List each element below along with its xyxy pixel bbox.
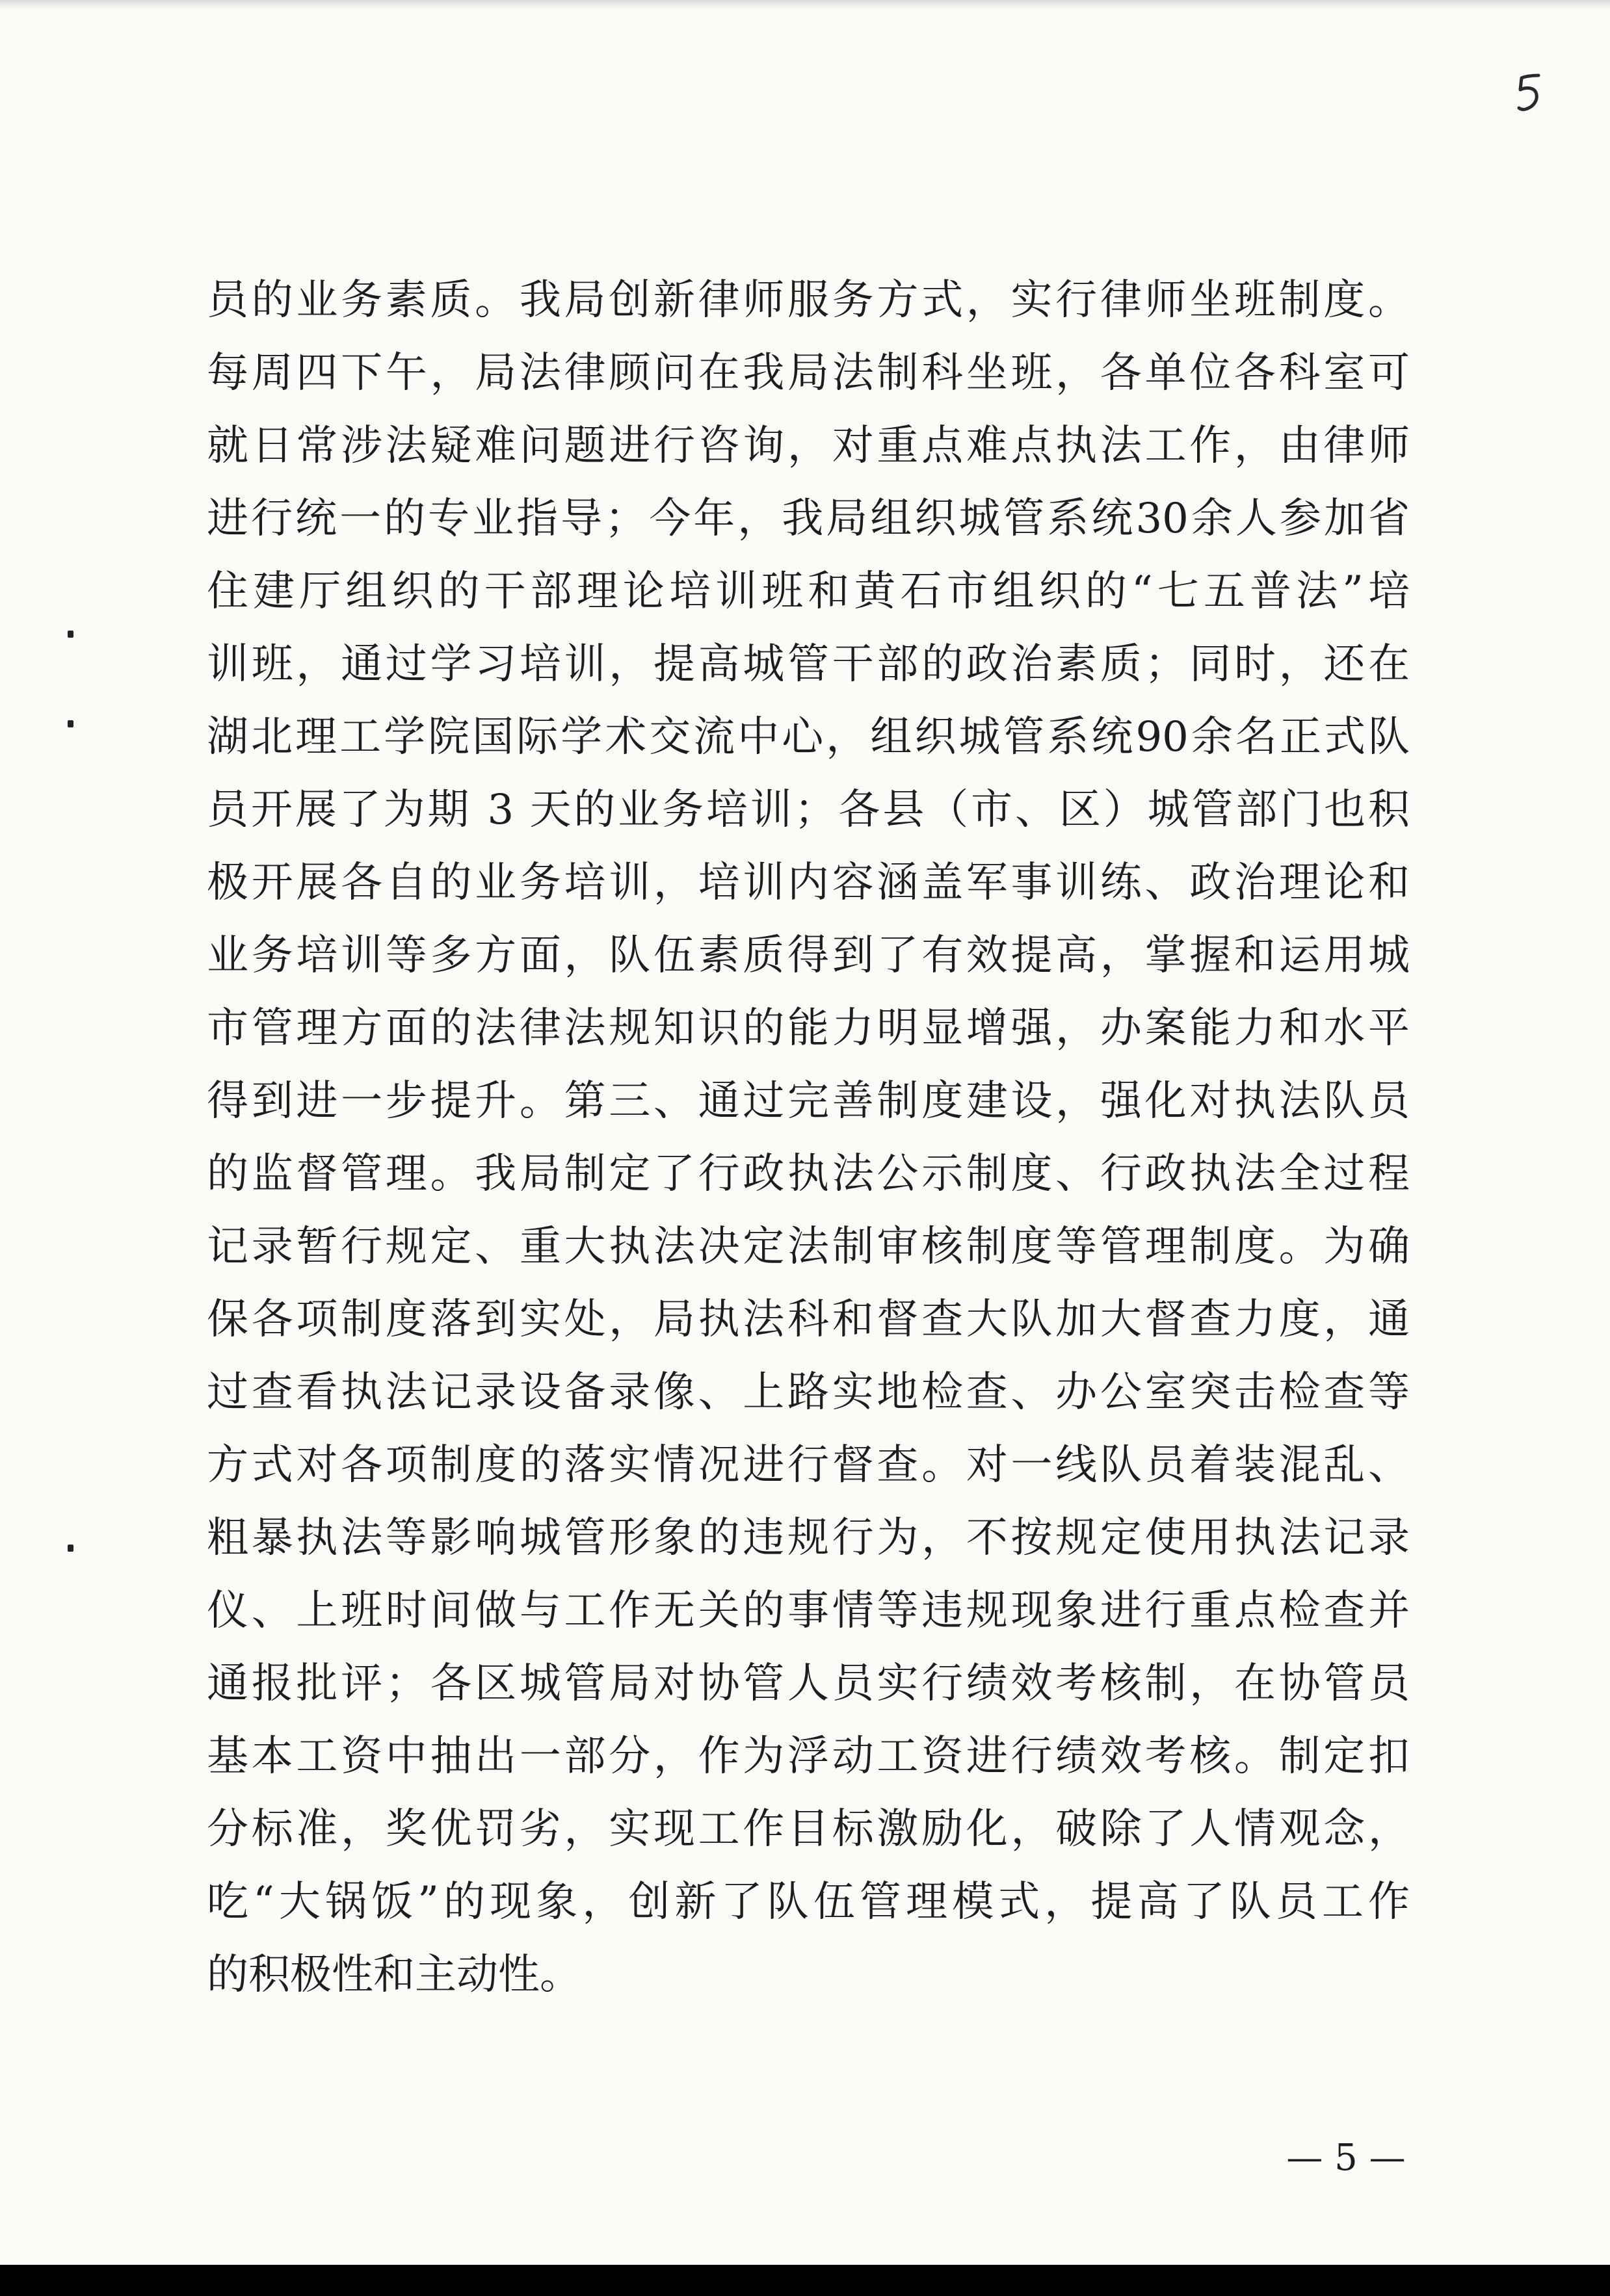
text-line: 训班，通过学习培训，提高城管干部的政治素质；同时，还在	[207, 640, 1410, 688]
scan-top-edge	[0, 0, 1610, 9]
text-line: 吃“大锅饭”的现象，创新了队伍管理模式，提高了队员工作	[207, 1878, 1410, 1926]
margin-dot	[68, 631, 73, 638]
text-line: 保各项制度落到实处，局执法科和督查大队加大督查力度，通	[207, 1296, 1410, 1344]
text-line: 员开展了为期 3 天的业务培训；各县（市、区）城管部门也积	[207, 786, 1410, 834]
handwritten-page-mark	[1516, 72, 1542, 113]
text-line: 通报批评；各区城管局对协管人员实行绩效考核制，在协管员	[207, 1660, 1410, 1708]
text-line: 得到进一步提升。第三、通过完善制度建设，强化对执法队员	[207, 1077, 1410, 1125]
text-line: 基本工资中抽出一部分，作为浮动工资进行绩效考核。制定扣	[207, 1732, 1410, 1781]
margin-dot	[68, 1545, 73, 1552]
text-line: 极开展各自的业务培训，培训内容涵盖军事训练、政治理论和	[207, 859, 1410, 907]
text-line: 湖北理工学院国际学术交流中心，组织城管系统90余名正式队	[207, 713, 1410, 761]
text-line: 仪、上班时间做与工作无关的事情等违规现象进行重点检查并	[207, 1587, 1410, 1635]
text-line: 记录暂行规定、重大执法决定法制审核制度等管理制度。为确	[207, 1223, 1410, 1271]
text-line: 员的业务素质。我局创新律师服务方式，实行律师坐班制度。	[207, 276, 1410, 324]
text-line: 每周四下午，局法律顾问在我局法制科坐班，各单位各科室可	[207, 349, 1410, 397]
scan-bottom-edge	[0, 2265, 1610, 2296]
text-line: 分标准，奖优罚劣，实现工作目标激励化，破除了人情观念，	[207, 1805, 1410, 1853]
text-line: 就日常涉法疑难问题进行咨询，对重点难点执法工作，由律师	[207, 422, 1410, 470]
page-number: — 5 —	[1286, 2137, 1406, 2179]
text-line: 业务培训等多方面，队伍素质得到了有效提高，掌握和运用城	[207, 932, 1410, 980]
text-line: 方式对各项制度的落实情况进行督查。对一线队员着装混乱、	[207, 1441, 1410, 1489]
text-line: 市管理方面的法律法规知识的能力明显增强，办案能力和水平	[207, 1004, 1410, 1052]
text-line: 住建厅组织的干部理论培训班和黄石市组织的“七五普法”培	[207, 567, 1410, 616]
text-line: 的监督管理。我局制定了行政执法公示制度、行政执法全过程	[207, 1150, 1410, 1198]
text-line: 的积极性和主动性。	[207, 1951, 581, 1999]
text-line: 进行统一的专业指导；今年，我局组织城管系统30余人参加省	[207, 495, 1410, 543]
text-line: 粗暴执法等影响城管形象的违规行为，不按规定使用执法记录	[207, 1514, 1410, 1562]
margin-dot	[68, 720, 73, 727]
text-line: 过查看执法记录设备录像、上路实地检查、办公室突击检查等	[207, 1368, 1410, 1416]
